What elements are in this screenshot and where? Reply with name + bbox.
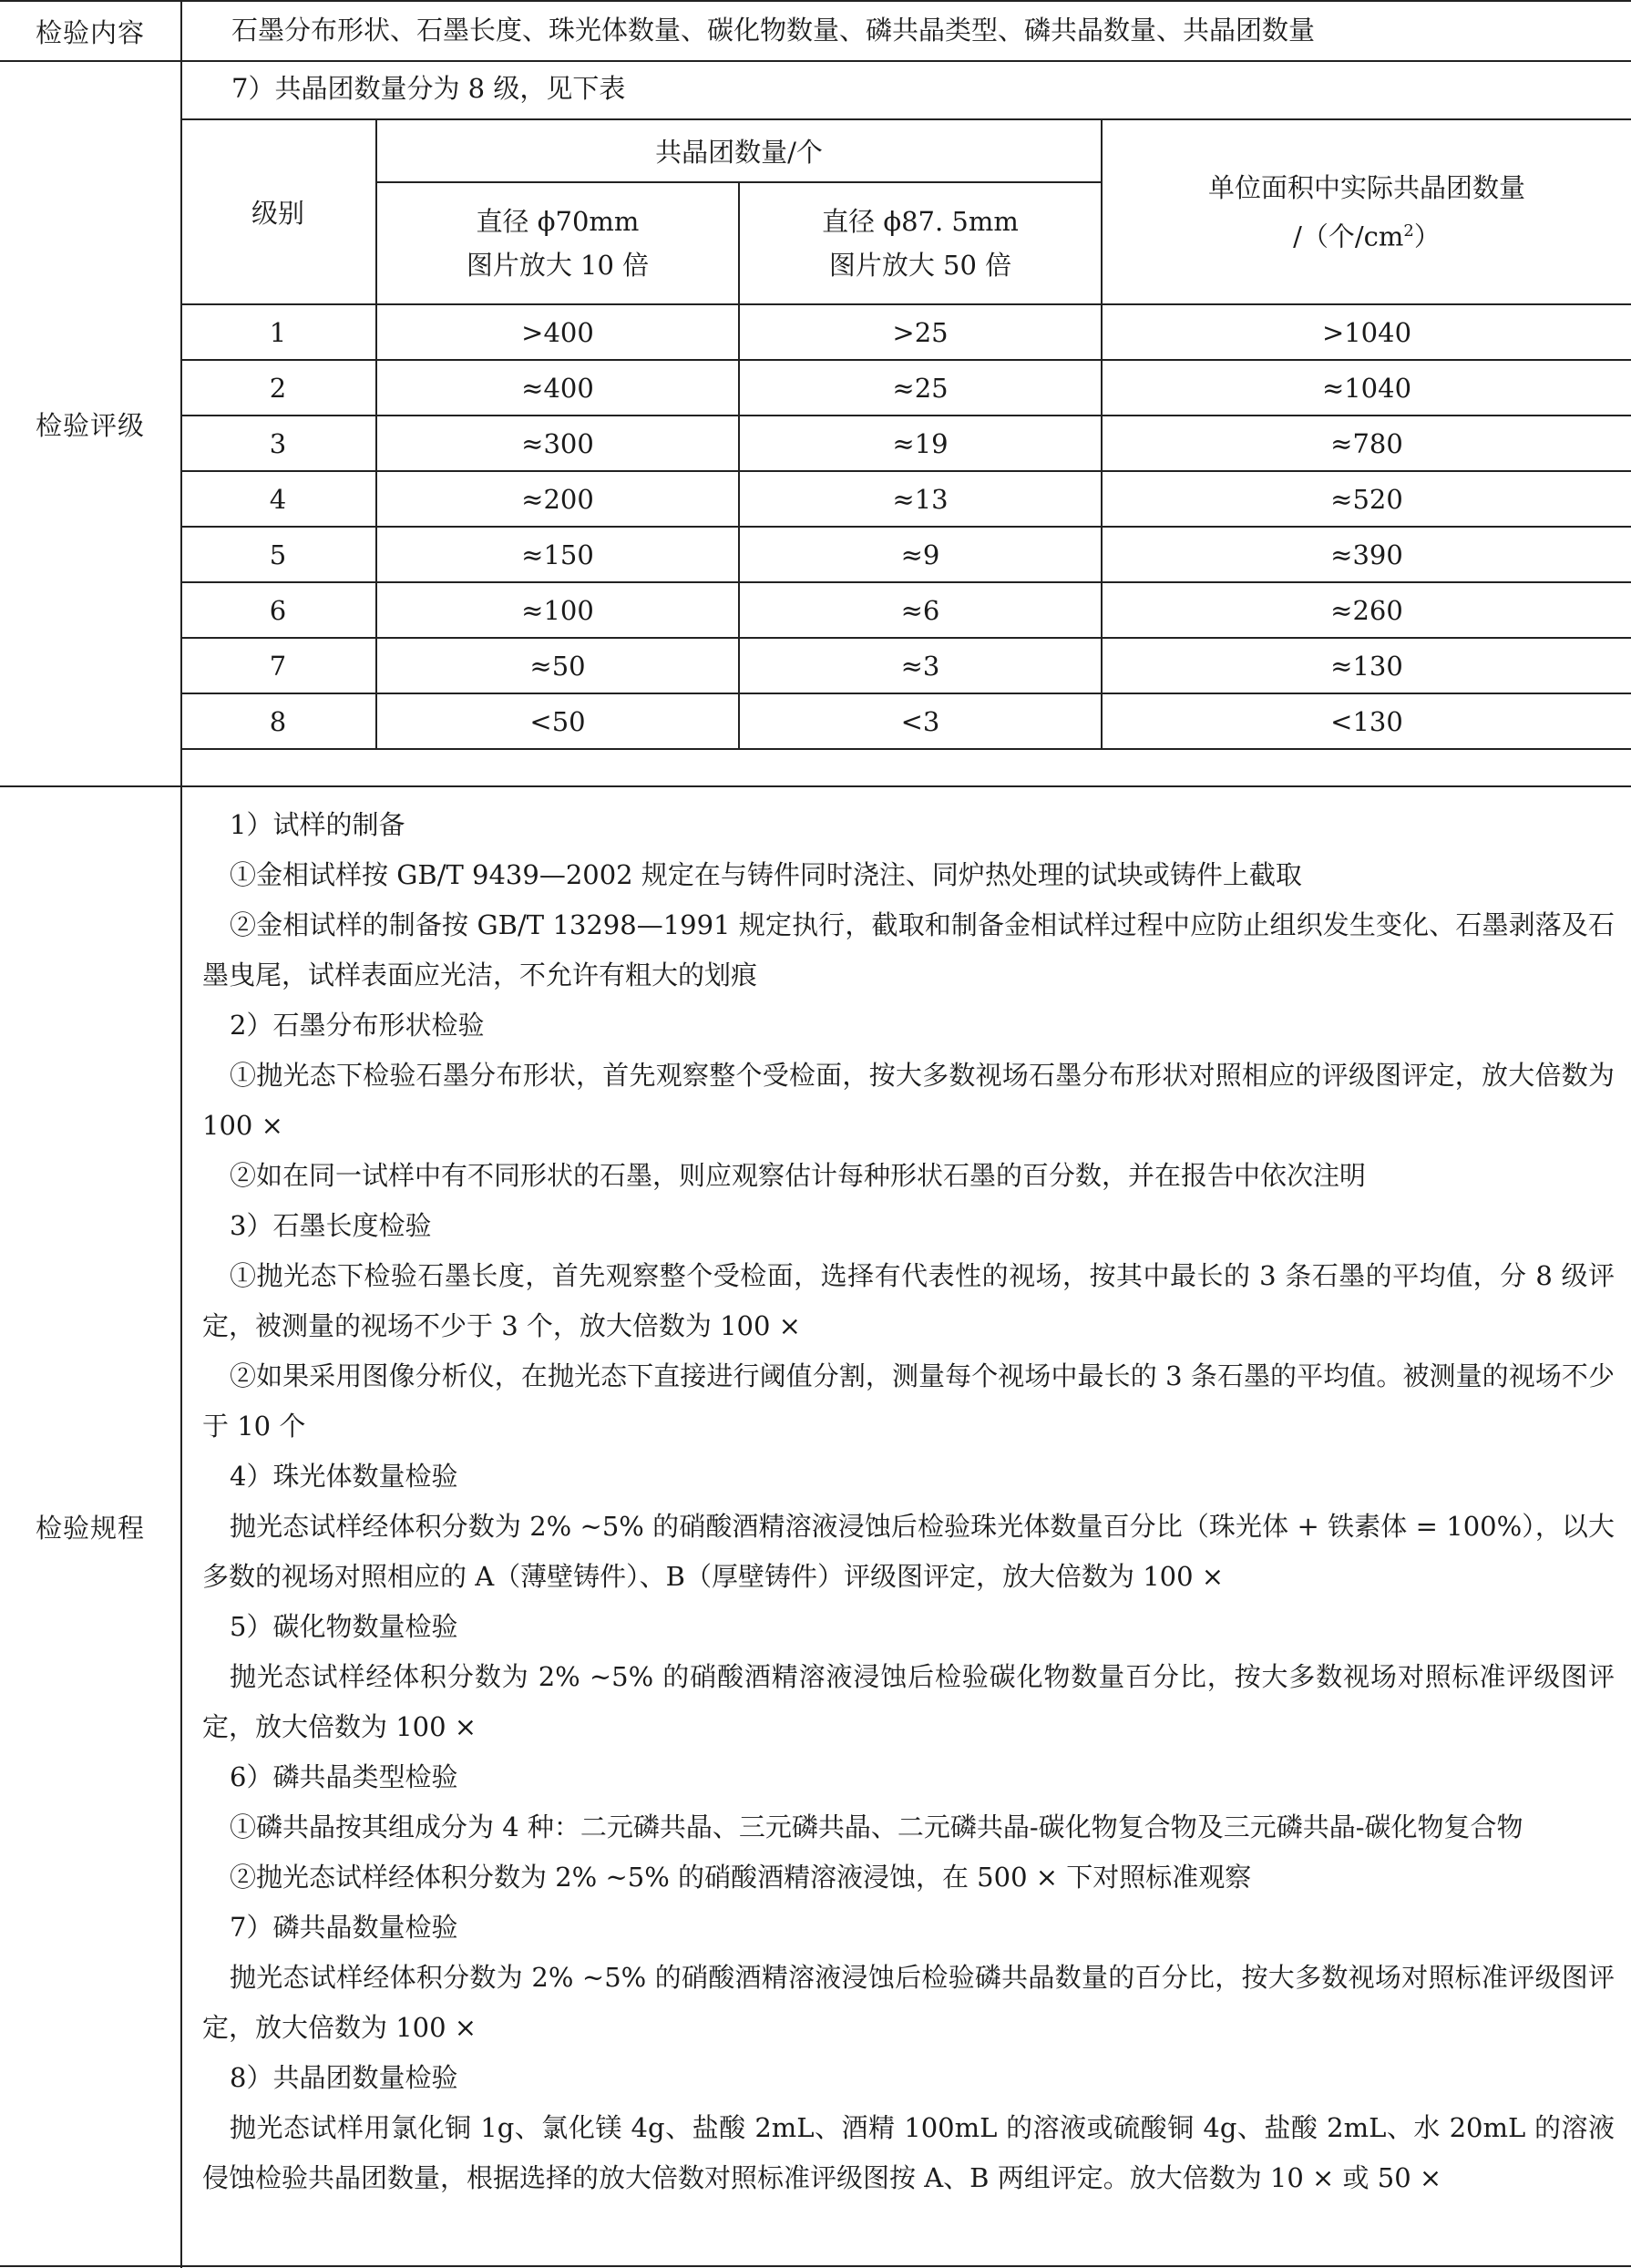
cell-actual: ≈780	[1102, 416, 1631, 471]
procedure-paragraph: ①金相试样按 GB/T 9439—2002 规定在与铸件同时浇注、同炉热处理的试块或铸件上截取	[230, 859, 1302, 890]
procedure-section-heading: 3）石墨长度检验	[230, 1210, 432, 1241]
procedure-paragraph: 抛光态试样用氯化铜 1g、氯化镁 4g、盐酸 2mL、酒精 100mL 的溶液或硫酸铜 4g、盐酸 2mL、水 20mL 的溶液侵蚀检验共晶团数量，根据选择的放大倍数对照标准评级图按 A、B 两组评定。放大倍数为 10 × 或 50 ×	[202, 2112, 1615, 2193]
procedure-section-heading: 8）共晶团数量检验	[230, 2062, 458, 2093]
frame-bottom-line	[0, 2265, 1631, 2267]
procedure-section-heading: 5）碳化物数量检验	[230, 1611, 458, 1642]
procedure-paragraph: ②如在同一试样中有不同形状的石墨，则应观察估计每种形状石墨的百分数，并在报告中依次注明	[230, 1160, 1367, 1191]
grading-table	[180, 118, 1631, 750]
cell-actual: <130	[1102, 693, 1631, 749]
procedure-paragraph: 抛光态试样经体积分数为 2% ~5% 的硝酸酒精溶液浸蚀后检验磷共晶数量的百分比，按大多数视场对照标准评级图评定，放大倍数为 100 ×	[202, 1962, 1615, 2043]
cell-70mm: ≈50	[376, 638, 739, 693]
grading-label: 检验评级	[35, 409, 145, 441]
cell-actual: >1040	[1102, 304, 1631, 360]
header-row-divider	[0, 60, 1631, 62]
cell-actual: ≈520	[1102, 471, 1631, 527]
cell-level: 4	[180, 471, 376, 527]
grading-intro: 7）共晶团数量分为 8 级，见下表	[231, 73, 626, 104]
table-row	[180, 582, 1631, 638]
cell-level: 6	[180, 582, 376, 638]
cell-70mm: ≈100	[376, 582, 739, 638]
table-row	[180, 638, 1631, 693]
cell-level: 5	[180, 527, 376, 582]
cell-70mm: ≈400	[376, 360, 739, 416]
cell-actual: ≈390	[1102, 527, 1631, 582]
cell-87mm: ≈25	[739, 360, 1102, 416]
frame-top-line	[0, 0, 1631, 2]
col-header-actual-line2	[1103, 210, 1631, 259]
col-header-actual-unit-close: ）	[1413, 221, 1441, 252]
cell-level: 3	[180, 416, 376, 471]
grading-row-divider	[0, 785, 1631, 787]
col-header-87mm-line1: 直径 ϕ87. 5mm	[822, 206, 1019, 237]
col-header-actual	[1102, 119, 1631, 304]
col-header-level: 级别	[180, 119, 376, 304]
cell-87mm: ≈9	[739, 527, 1102, 582]
procedure-label: 检验规程	[35, 1512, 145, 1544]
cell-87mm: ≈19	[739, 416, 1102, 471]
procedure-paragraph: ②金相试样的制备按 GB/T 13298—1991 规定执行，截取和制备金相试样过程中应防止组织发生变化、石墨剥落及石墨曳尾，试样表面应光洁，不允许有粗大的划痕	[202, 909, 1615, 990]
col-header-actual-line1: 单位面积中实际共晶团数量	[1207, 171, 1525, 203]
cell-70mm: ≈200	[376, 471, 739, 527]
col-header-70mm	[376, 182, 739, 304]
procedure-section-heading: 6）磷共晶类型检验	[230, 1761, 458, 1792]
cell-actual: ≈1040	[1102, 360, 1631, 416]
cell-87mm: ≈13	[739, 471, 1102, 527]
procedure-section-heading: 7）磷共晶数量检验	[230, 1912, 458, 1943]
table-row	[180, 304, 1631, 360]
cell-70mm: >400	[376, 304, 739, 360]
table-row	[180, 527, 1631, 582]
table-row	[180, 471, 1631, 527]
table-row	[180, 693, 1631, 749]
cell-70mm: ≈150	[376, 527, 739, 582]
cell-70mm: <50	[376, 693, 739, 749]
procedure-section-heading: 4）珠光体数量检验	[230, 1461, 458, 1492]
col-header-87mm-line2: 图片放大 50 倍	[828, 250, 1012, 281]
cell-level: 7	[180, 638, 376, 693]
table-row	[180, 360, 1631, 416]
cell-level: 8	[180, 693, 376, 749]
cell-87mm: <3	[739, 693, 1102, 749]
procedure-section-heading: 1）试样的制备	[230, 809, 405, 840]
cell-87mm: ≈6	[739, 582, 1102, 638]
col-header-group: 共晶团数量/个	[376, 119, 1102, 182]
header-content: 石墨分布形状、石墨长度、珠光体数量、碳化物数量、磷共晶类型、磷共晶数量、共晶团数量	[231, 15, 1316, 46]
procedure-section-heading: 2）石墨分布形状检验	[230, 1010, 485, 1041]
cell-level: 1	[180, 304, 376, 360]
procedure-body	[202, 800, 1615, 2203]
col-header-70mm-line2: 图片放大 10 倍	[466, 250, 650, 281]
col-header-87mm	[739, 182, 1102, 304]
cell-70mm: ≈300	[376, 416, 739, 471]
procedure-paragraph: ①抛光态下检验石墨分布形状，首先观察整个受检面，按大多数视场石墨分布形状对照相应的评级图评定，放大倍数为 100 ×	[202, 1060, 1615, 1141]
cell-87mm: >25	[739, 304, 1102, 360]
header-label: 检验内容	[35, 16, 145, 48]
procedure-paragraph: ②如果采用图像分析仪，在抛光态下直接进行阈值分割，测量每个视场中最长的 3 条石墨的平均值。被测量的视场不少于 10 个	[202, 1360, 1615, 1442]
procedure-paragraph: ①抛光态下检验石墨长度，首先观察整个受检面，选择有代表性的视场，按其中最长的 3 条石墨的平均值，分 8 级评定，被测量的视场不少于 3 个，放大倍数为 100 ×	[202, 1260, 1615, 1341]
col-header-actual-unit-sup: 2	[1403, 221, 1414, 241]
procedure-paragraph: ②抛光态试样经体积分数为 2% ~5% 的硝酸酒精溶液浸蚀，在 500 × 下对照标准观察	[230, 1862, 1252, 1893]
table-row	[180, 416, 1631, 471]
col-header-70mm-line1: 直径 ϕ70mm	[476, 206, 640, 237]
cell-level: 2	[180, 360, 376, 416]
cell-87mm: ≈3	[739, 638, 1102, 693]
cell-actual: ≈260	[1102, 582, 1631, 638]
procedure-paragraph: 抛光态试样经体积分数为 2% ~5% 的硝酸酒精溶液浸蚀后检验碳化物数量百分比，按大多数视场对照标准评级图评定，放大倍数为 100 ×	[202, 1661, 1615, 1742]
procedure-paragraph: ①磷共晶按其组成分为 4 种：二元磷共晶、三元磷共晶、二元磷共晶-碳化物复合物及三元磷共晶-碳化物复合物	[230, 1811, 1523, 1842]
col-header-actual-unit: /（个/cm	[1293, 221, 1404, 252]
cell-actual: ≈130	[1102, 638, 1631, 693]
procedure-paragraph: 抛光态试样经体积分数为 2% ~5% 的硝酸酒精溶液浸蚀后检验珠光体数量百分比（珠光体 + 铁素体 = 100%），以大多数的视场对照相应的 A（薄壁铸件）、B（厚壁铸件）评级图评定，放大倍数为 100 ×	[202, 1511, 1615, 1592]
